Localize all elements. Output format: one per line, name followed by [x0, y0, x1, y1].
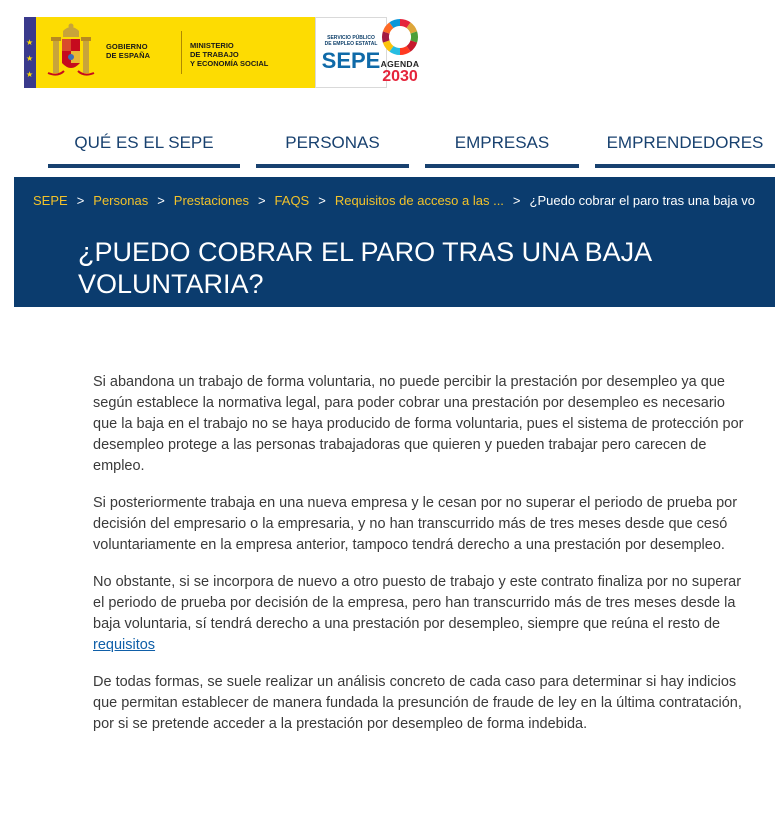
sepe-wordmark: SEPE — [321, 48, 381, 73]
agenda-year: 2030 — [382, 68, 418, 85]
breadcrumb-separator: > — [257, 193, 266, 208]
requisitos-link[interactable]: requisitos — [93, 637, 156, 653]
breadcrumb-personas[interactable]: Personas — [93, 193, 149, 208]
nav-personas[interactable]: PERSONAS — [256, 124, 409, 168]
article-body — [93, 372, 748, 751]
page-title: ¿PUEDO COBRAR EL PARO TRAS UNA BAJA VOLUNTARIA? — [78, 237, 651, 299]
paragraph-4: De todas formas, se suele realizar un análisis concreto de cada caso para determinar si hay indicios que permitan establecer de manera fundada la presunción de fraude de ley en la última contratación, por si se pretende acceder a la prestación por desempleo de forma indebida. — [93, 674, 742, 732]
breadcrumb — [33, 193, 755, 208]
breadcrumb-sepe[interactable]: SEPE — [33, 193, 68, 208]
paragraph-3 — [93, 572, 748, 656]
agenda-label: AGENDA — [380, 59, 420, 69]
government-logo[interactable] — [24, 17, 381, 88]
page-banner — [14, 177, 775, 307]
breadcrumb-separator: > — [318, 193, 326, 208]
breadcrumb-faqs[interactable]: FAQS — [274, 193, 310, 208]
ministry-name: MINISTERIO DE TRABAJO Y ECONOMÍA SOCIAL — [190, 41, 269, 68]
paragraph-3-text: No obstante, si se incorpora de nuevo a otro puesto de trabajo y este contrato finaliza por no superar el periodo de prueba por decisión de la empresa, pero han transcurrido más de tres meses desde la baja voluntaria, sí tendrá derecho a una prestación por desempleo, siempre que reúna el resto de — [93, 574, 742, 632]
nav-empresas[interactable]: EMPRESAS — [425, 124, 579, 168]
breadcrumb-separator: > — [512, 193, 521, 208]
breadcrumb-separator: > — [76, 193, 85, 208]
breadcrumb-requisitos[interactable]: Requisitos de acceso a las ... — [334, 193, 504, 208]
breadcrumb-current: ¿Puedo cobrar el paro tras una baja vo — [529, 193, 755, 208]
agenda-2030-logo[interactable] — [372, 17, 428, 89]
sepe-subtitle: SERVICIO PÚBLICO DE EMPLEO ESTATAL — [324, 35, 378, 47]
spain-coat-of-arms-icon — [36, 17, 106, 88]
paragraph-2: Si posteriormente trabaja en una nueva empresa y le cesan por no superar el periodo de prueba por decisión del empresario o la empresaria, y no han transcurrido más de tres meses desde que cesó voluntariamente en la empresa anterior, tampoco tendrá derecho a una prestación por desempleo. — [93, 495, 738, 553]
breadcrumb-prestaciones[interactable]: Prestaciones — [173, 193, 249, 208]
nav-que-es-el-sepe[interactable]: QUÉ ES EL SEPE — [48, 124, 240, 168]
eu-flag-icon: ★ ★ ★ — [24, 17, 36, 88]
nav-emprendedores[interactable]: EMPRENDEDORES — [595, 124, 775, 168]
government-name: GOBIERNO DE ESPAÑA — [106, 42, 151, 60]
sdg-wheel-icon — [380, 17, 420, 57]
paragraph-1: Si abandona un trabajo de forma voluntaria, no puede percibir la prestación por desempleo ya que según establece la normativa legal, para poder cobrar una prestación por desempleo es necesario que la baja en el trabajo no se haya producido de forma voluntaria, pues el sistema de protección por desempleo protege a las personas trabajadoras que quieren y pueden trabajar pero carecen de empleo. — [93, 374, 744, 474]
breadcrumb-separator: > — [157, 193, 165, 208]
